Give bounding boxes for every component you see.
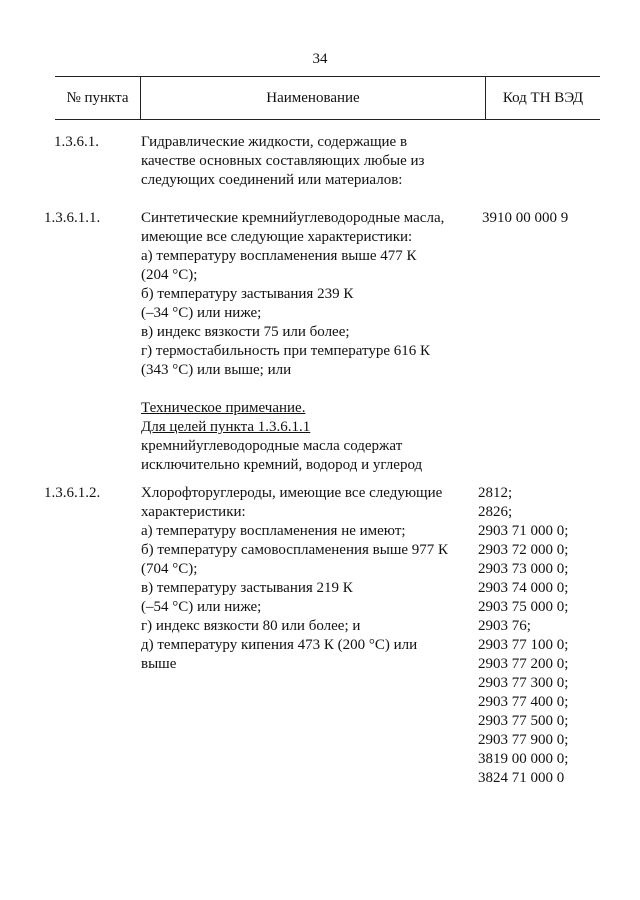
description-line: Гидравлические жидкости, содержащие в (141, 134, 408, 150)
description-line: г) термостабильность при температуре 616 К (141, 343, 430, 359)
description-line: качестве основных составляющих любые из (141, 153, 425, 169)
header-name: Наименование (266, 90, 360, 106)
tn-ved-code: 2903 76; (478, 618, 531, 634)
tn-ved-code: 2812; (478, 485, 513, 501)
technical-note-line: кремнийуглеводородные масла содержат (141, 438, 403, 454)
tn-ved-code: 2903 74 000 0; (478, 580, 569, 596)
item-description (141, 209, 477, 475)
description-line: Синтетические кремнийуглеводородные масла, (141, 210, 445, 226)
description-line: в) температуру застывания 219 К (141, 580, 353, 596)
description-line: (343 °С) или выше; или (141, 362, 292, 378)
description-line: Хлорофторуглероды, имеющие все следующие (141, 485, 443, 501)
item-codes (478, 484, 608, 788)
technical-note-line: исключительно кремний, водород и углерод (141, 457, 423, 473)
description-line: характеристики: (141, 504, 246, 520)
tn-ved-code: 2903 77 900 0; (478, 732, 569, 748)
tn-ved-code: 2903 77 100 0; (478, 637, 569, 653)
tn-ved-code: 3819 00 000 0; (478, 751, 569, 767)
item-number: 1.3.6.1.2. (44, 485, 101, 501)
description-line: (204 °С); (141, 267, 198, 283)
description-line: г) индекс вязкости 80 или более; и (141, 618, 361, 634)
tn-ved-code: 2826; (478, 504, 513, 520)
description-line: а) температуру воспламенения не имеют; (141, 523, 406, 539)
tn-ved-code: 2903 77 200 0; (478, 656, 569, 672)
tn-ved-code: 3910 00 000 9 (482, 210, 569, 226)
description-line: (704 °С); (141, 561, 198, 577)
tn-ved-code: 2903 71 000 0; (478, 523, 569, 539)
description-line: в) индекс вязкости 75 или более; (141, 324, 350, 340)
description-line: б) температуру самовоспламенения выше 977 К (141, 542, 449, 558)
description-line: а) температуру воспламенения выше 477 К (141, 248, 417, 264)
description-line: б) температуру застывания 239 К (141, 286, 354, 302)
item-description (141, 133, 477, 190)
page-number: 34 (312, 51, 328, 67)
table-header (55, 76, 600, 120)
item-codes (482, 209, 612, 228)
description-line: следующих соединений или материалов: (141, 172, 403, 188)
item-number: 1.3.6.1.1. (44, 210, 101, 226)
item-description (141, 484, 477, 674)
tn-ved-code: 2903 77 400 0; (478, 694, 569, 710)
tn-ved-code: 3824 71 000 0 (478, 770, 565, 786)
header-code: Код ТН ВЭД (502, 90, 584, 106)
description-line: (–34 °С) или ниже; (141, 305, 262, 321)
tn-ved-code: 2903 77 500 0; (478, 713, 569, 729)
description-line: д) температуру кипения 473 К (200 °С) или (141, 637, 418, 653)
technical-note-title: Техническое примечание. (141, 400, 306, 416)
item-number: 1.3.6.1. (54, 134, 99, 150)
tn-ved-code: 2903 75 000 0; (478, 599, 569, 615)
description-line: имеющие все следующие характеристики: (141, 229, 413, 245)
tn-ved-code: 2903 77 300 0; (478, 675, 569, 691)
description-line: выше (141, 656, 177, 672)
technical-note-line: Для целей пункта 1.3.6.1.1 (141, 419, 311, 435)
tn-ved-code: 2903 72 000 0; (478, 542, 569, 558)
description-line: (–54 °С) или ниже; (141, 599, 262, 615)
tn-ved-code: 2903 73 000 0; (478, 561, 569, 577)
header-item-number: № пункта (66, 90, 129, 106)
